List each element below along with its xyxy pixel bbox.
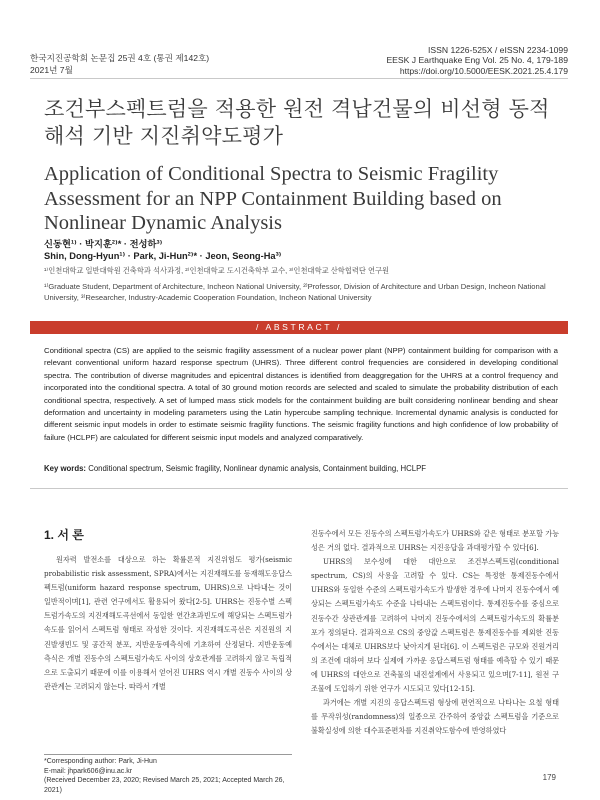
- paper-title-en: Application of Conditional Spectra to Seismic Fragility Assessment for an NPP Containment Building based on Nonlinear Dynamic Analysis: [44, 163, 502, 234]
- keywords-list: Conditional spectrum, Seismic fragility, Nonlinear dynamic analysis, Containment building, HCLPF: [88, 464, 427, 473]
- body-paragraph: 원자력 발전소를 대상으로 하는 확률론적 지진위험도 평가(seismic probabilistic risk assessment, SPRA)에서는 지진재해도를 등재해도응답스펙트럼(uniform hazard response spectrum, UHRS)으로 나타내는 것이 일반적이며[1], 관련 연구에서도 활용되어 왔다[2-5]. UHRS는 진동수별 스펙트럼가속도의 지진재해도곡선에서 동일한 연간초과빈도에 해당되는 스펙트럼가속도를 읽어서 스펙트럼 형태로 작성한 것이다. 지진재해도곡선은 지진원의 지진발생빈도 및 공간적 분포, 지반운동예측식에 기초하여 산정된다. 지반운동예측식은 개별 진동수의 스펙트럼가속도 사이의 상호관계를 고려하지 않고 독립적으로 도출되기 때문에 이를 이용해서 얻어진 UHRS 역시 개별 진동수 사이의 상관관계는 고려되지 않는다. 따라서 개별: [44, 555, 292, 691]
- abstract-divider: [30, 488, 568, 489]
- author-email[interactable]: E-mail: jhpark606@inu.ac.kr: [44, 767, 133, 775]
- footnote-divider: [44, 754, 292, 755]
- abstract-header-bar: / ABSTRACT /: [30, 321, 568, 334]
- footnote: [44, 757, 294, 795]
- body-column-right: [311, 527, 559, 738]
- keywords-label: Key words:: [44, 464, 87, 473]
- paper-title-ko: 조건부스펙트럼을 적용한 원전 격납건물의 비선형 동적 해석 기반 지진취약도평가: [44, 97, 550, 148]
- body-paragraph: 진동수에서 모든 진동수의 스펙트럼가속도가 UHRS와 같은 형태로 분포할 가능성은 거의 없다. 결과적으로 UHRS는 지진응답을 과대평가할 수 있다[6].: [311, 529, 559, 553]
- doi-link[interactable]: https://doi.org/10.5000/EESK.2021.25.4.179: [399, 65, 568, 76]
- journal-header-right: [386, 45, 568, 76]
- body-paragraph: 과거에는 개별 지진의 응답스펙트럼 형상에 편연적으로 나타나는 요철 형태를 무작위성(randomness)의 일종으로 간주하여 중앙값 스펙트럼을 기준으로 불확실성에 의한 대수표준편차를 지진취약도함수에 반영하였다: [311, 698, 559, 736]
- issn: ISSN 1226-525X / eISSN 2234-1099: [428, 45, 568, 55]
- corresponding-author: *Corresponding author: Park, Ji-Hun: [44, 758, 157, 765]
- body-paragraph: UHRS의 보수성에 대한 대안으로 조건부스펙트럼(conditional spectrum, CS)의 사용을 고려할 수 있다. CS는 특정한 통제진동수에서 UHRS와 동일한 수준의 스펙트럼가속도가 발생한 경우에 나머지 진동수에서 예상되는 스펙트럼가속도 수준을 나타내는 스펙트럼이다. 통제진동수를 중심으로 진동수간 상관관계를 고려하여 나머지 진동수에서의 스펙트럼가속도의 확률분포가 정의된다. 결과적으로 CS의 중앙값 스펙트럼은 통제진동수를 제외한 진동수에서는 대체로 UHRS보다 낮아지게 된다[6]. 이 스펙트럼은 규모와 진원거리의 조건에 대하여 보다 실제에 가까운 응답스펙트럼 형태를 예측할 수 있기 때문에 UHRS의 대안으로 건축물의 내진설계에서 사용되고 있으며[7-11], 원전 구조물에 도입하기 위한 연구가 시도되고 있다[12-15].: [311, 557, 559, 694]
- authors-ko: 신동현¹⁾ · 박지훈²⁾* · 전성하³⁾: [44, 239, 163, 249]
- keywords: [44, 464, 564, 473]
- page-number: 179: [542, 773, 556, 782]
- header-divider: [30, 78, 568, 79]
- issue-date-ko: 2021년 7월: [30, 64, 73, 75]
- section-title-introduction: 1. 서 론: [44, 528, 84, 542]
- journal-header-left: [30, 53, 209, 76]
- affiliations-ko: ¹⁾인천대학교 일반대학원 건축학과 석사과정, ²⁾인천대학교 도시건축학부 교수, ³⁾인천대학교 산학협력단 연구원: [44, 266, 390, 275]
- affiliations-en: ¹⁾Graduate Student, Department of Architecture, Incheon National University, ²⁾Professor, Division of Architecture and Urban Design, Incheon National University, ³⁾Researcher, Industry-Academic Cooperation Foundation, Incheon National University: [44, 282, 546, 302]
- authors-en: Shin, Dong-Hyun¹⁾ · Park, Ji-Hun²⁾* · Jeon, Seong-Ha³⁾: [44, 251, 282, 261]
- journal-name-en: EESK J Earthquake Eng Vol. 25 No. 4, 179-189: [386, 55, 568, 66]
- body-column-left: [44, 553, 292, 694]
- abstract-text: Conditional spectra (CS) are applied to the seismic fragility assessment of a nuclear power plant (NPP) containment building for comparison with a relevant conventional uniform hazard response spectrum (UHRS). Three different control frequencies are considered in developing conditional spectra. The contribution of diverse magnitudes and epicentral distances is identified from deaggregation for the UHRS at a control frequency and incorporated into the conditional spectra. A total of 30 ground motion records are selected and scaled to simulate the probability distribution of each conditional spectra, respectively. A set of lumped mass stick models for the containment building are built considering nonlinear bending and shear deformation and uncertainty in modeling parameters using the Latin hypercube sampling technique. Incremental dynamic analysis is conducted for different seismic input models in order to estimate seismic fragility functions. The seismic fragility functions and high confidence of low probability of failure (HCLPF) are calculated for different seismic input models and analyzed comparatively.: [44, 346, 558, 442]
- received-dates: (Received December 23, 2020; Revised March 25, 2021; Accepted March 26, 2021): [44, 777, 285, 794]
- journal-name-ko: 한국지진공학회 논문집 25권 4호 (통권 제142호): [30, 53, 210, 63]
